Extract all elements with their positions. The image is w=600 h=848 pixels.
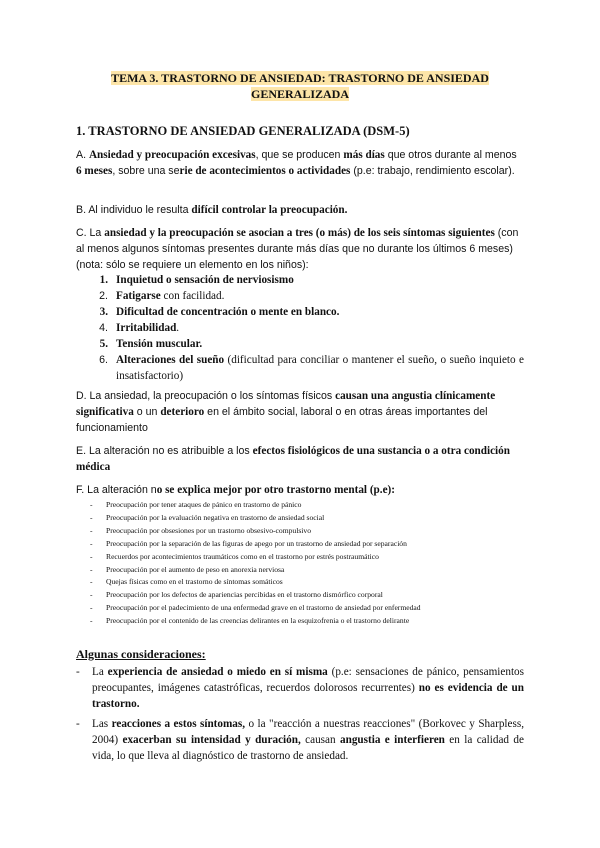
list-item: - Preocupación por tener ataques de pánico en trastorno de pánico	[90, 500, 302, 509]
symptom-item: 3. Dificultad de concentración o mente en blanco.	[99, 306, 340, 318]
list-item: - Preocupación por la separación de las figuras de apego por un trastorno de ansiedad por separación	[90, 538, 407, 548]
differential-list	[76, 499, 524, 628]
criterion-d: D. La ansiedad, la preocupación o los síntomas físicos causan una angustia clínicamente significativa o un deterioro en el ámbito social, laboral o en otras áreas importantes del funcionamiento	[76, 390, 496, 434]
list-item: - Preocupación por los defectos de apariencias percibidas en el trastorno dismórfico corporal	[90, 590, 383, 600]
symptom-item: 6. Alteraciones del sueño (dificultad para conciliar o mantener el sueño, o sueño inquieto e insatisfactorio)	[99, 354, 524, 382]
criterion-b: B. Al individuo le resulta difícil controlar la preocupación.	[76, 204, 348, 216]
title-line-1: TEMA 3. TRASTORNO DE ANSIEDAD: TRASTORNO DE ANSIEDAD	[111, 71, 489, 85]
list-item: - Quejas físicas como en el trastorno de síntomas somáticos	[90, 577, 283, 587]
symptom-item: 5. Tensión muscular.	[99, 338, 203, 350]
list-item: - Preocupación por la evaluación negativa en trastorno de ansiedad social	[90, 512, 325, 522]
symptom-item: 4. Irritabilidad.	[99, 322, 180, 334]
list-item: - Preocupación por el padecimiento de una enfermedad grave en el trastorno de ansiedad por enfermedad	[90, 603, 421, 613]
criterion-c: C. La ansiedad y la preocupación se asocian a tres (o más) de los seis síntomas siguientes (con al menos algunos síntomas presentes durante más días que no durante los últimos 6 meses) (nota: sólo se requiere un elemento en los niños):	[76, 227, 519, 271]
considerations-heading: Algunas consideraciones:	[76, 647, 206, 661]
list-item: - Recuerdos por acontecimientos traumáticos como en el trastorno por estrés postraumático	[90, 551, 379, 561]
considerations-list	[76, 664, 524, 768]
list-item: - Preocupación por obsesiones por un trastorno obsesivo-compulsivo	[90, 525, 311, 535]
title-line-2: GENERALIZADA	[250, 87, 349, 101]
section-heading: 1. TRASTORNO DE ANSIEDAD GENERALIZADA (DSM-5)	[76, 124, 410, 138]
criterion-a: A. Ansiedad y preocupación excesivas, que se producen más días que otros durante al menos 6 meses, sobre una serie de acontecimientos o actividades (p.e: trabajo, rendimiento escolar).	[76, 149, 517, 177]
criterion-e: E. La alteración no es atribuible a los efectos fisiológicos de una sustancia o a otra condición médica	[76, 445, 510, 473]
consideration-item: - La experiencia de ansiedad o miedo en sí misma (p.e: sensaciones de pánico, pensamientos preocupantes, imágenes catastróficas, recuerdos dolorosos recurrentes) no es evidencia de un trastorno.	[76, 666, 525, 710]
list-item: - Preocupación por el aumento de peso en anorexia nerviosa	[90, 564, 285, 574]
list-item: - Preocupación por el contenido de las creencias delirantes en la esquizofrenia o el trastorno delirante	[90, 616, 410, 626]
symptom-item: 2. Fatigarse con facilidad.	[99, 290, 225, 302]
symptom-item: 1. Inquietud o sensación de nerviosismo	[99, 274, 294, 286]
symptom-list	[76, 272, 524, 384]
consideration-item: - Las reacciones a estos síntomas, o la "reacción a nuestras reacciones" (Borkovec y Sharpless, 2004) exacerban su intensidad y duración, causan angustia e interfieren en la calidad de vida, lo que lleva al diagnóstico de trastorno de ansiedad.	[76, 718, 524, 762]
document-title	[100, 70, 500, 102]
criterion-f: F. La alteración no se explica mejor por otro trastorno mental (p.e):	[76, 484, 395, 496]
